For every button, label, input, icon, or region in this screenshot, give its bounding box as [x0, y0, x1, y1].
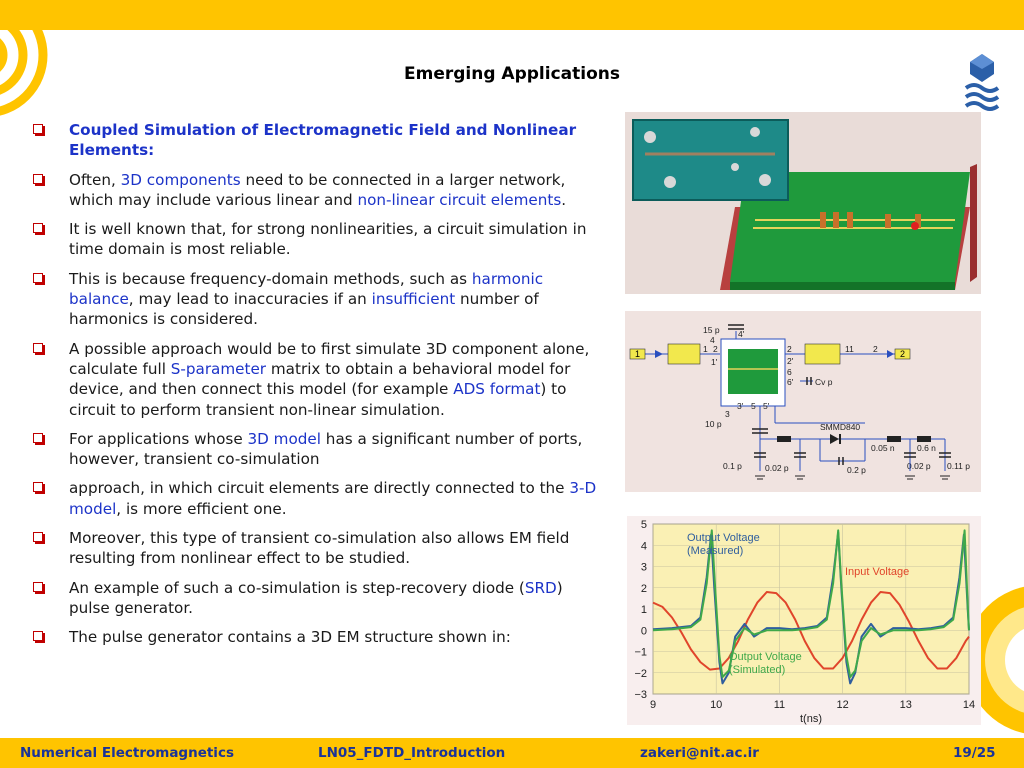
highlighted-term: 3D components [120, 170, 241, 189]
y-tick-label: 1 [640, 604, 647, 616]
footer-bar [0, 738, 1024, 768]
bullet-text: approach, in which circuit elements are directly connected to the [69, 479, 570, 498]
y-tick-label: 2 [640, 582, 647, 595]
bullet-text: A possible approach would be to first simulate 3D component alone, calculate full [69, 339, 590, 378]
slide-title: Emerging Applications [404, 64, 620, 84]
x-tick-label: 13 [899, 699, 912, 711]
chart-annotation: Input Voltage [845, 566, 910, 578]
port-in-label: 1 [635, 349, 641, 359]
block-out-pin-11: 11 [845, 344, 854, 354]
chart-annotation: Output Voltage (Simulated) [729, 651, 802, 676]
bullet-text: , may lead to inaccuracies if an [128, 290, 372, 309]
y-tick-label: 5 [640, 519, 647, 531]
bullet-marker-icon [33, 174, 43, 184]
bullet-item [30, 578, 605, 619]
model-pin-1p: 1' [711, 357, 718, 367]
model-pin-5: 5 [751, 401, 756, 411]
bullet-marker-icon [33, 343, 43, 353]
bullet-text: This is because frequency-domain methods, such as [69, 269, 472, 288]
bullet-marker-icon [33, 482, 43, 492]
bullet-marker-icon [33, 433, 43, 443]
highlighted-term: 3D model [247, 429, 321, 448]
bullet-item [30, 219, 605, 260]
bullet-item [30, 478, 605, 519]
diode-label: SMMD840 [820, 422, 861, 432]
highlighted-term: 3-D model [69, 479, 597, 518]
bullet-text: The pulse generator contains a 3D EM structure shown in: [69, 628, 511, 647]
figure-circuit-schematic [625, 311, 981, 492]
bullet-text: It is well known that, for strong nonlinearities, a circuit simulation in time domain is most reliable. [69, 220, 587, 259]
figure-3d-structure [625, 112, 981, 294]
x-tick-label: 11 [773, 699, 786, 711]
y-tick-label: −2 [634, 667, 647, 680]
y-tick-label: −3 [634, 689, 647, 701]
cap-label-2: 0.02 p [765, 463, 789, 473]
footer-course: Numerical Electromagnetics [20, 745, 234, 761]
bullet-marker-icon [33, 223, 43, 233]
model-pin-4p: 4' [738, 329, 745, 339]
bullet-text: , is more efficient one. [116, 499, 287, 518]
y-tick-label: 4 [640, 540, 647, 553]
y-tick-label: 3 [640, 561, 647, 574]
bullet-item [30, 627, 605, 647]
highlighted-term: insufficient [371, 290, 456, 309]
footer-email: zakeri@nit.ac.ir [640, 745, 759, 761]
model-pin-2: 2 [787, 344, 792, 354]
cap-left-label: 10 p [705, 419, 722, 429]
bullet-marker-icon [33, 273, 43, 283]
bullet-list [30, 120, 605, 657]
bullet-text: has a significant number of ports, however, transient co-simulation [69, 429, 583, 469]
bullet-item [30, 528, 605, 569]
x-tick-label: 14 [962, 699, 976, 711]
bullet-text: . [561, 190, 567, 209]
block-out-pin-2: 2 [873, 344, 878, 354]
x-axis-label: t(ns) [800, 713, 822, 725]
bullet-text: number of harmonics is considered. [69, 290, 539, 329]
bullet-text: Moreover, this type of transient co-simulation also allows EM field resulting from nonlinear effect to be studied. [69, 529, 570, 568]
highlighted-term: non-linear circuit elements [357, 190, 562, 209]
footer-lecture: LN05_FDTD_Introduction [318, 745, 506, 761]
model-pin-6p: 6' [787, 377, 794, 387]
bullet-text: Coupled Simulation of Electromagnetic Field and Nonlinear Elements: [69, 121, 577, 160]
x-tick-label: 9 [649, 699, 657, 711]
bullet-marker-icon [33, 532, 43, 542]
bullet-marker-icon [33, 582, 43, 592]
figure-voltage-chart [627, 516, 981, 725]
model-pin-2p: 2' [787, 356, 794, 366]
y-tick-label: 0 [640, 625, 647, 638]
bullet-item [30, 170, 605, 211]
x-tick-label: 12 [836, 699, 849, 711]
bullet-item [30, 339, 605, 420]
bullet-text: ) to circuit to perform transient non-linear simulation. [69, 380, 567, 419]
bullet-item [30, 429, 605, 470]
cap-label-1: 0.1 p [723, 461, 742, 471]
cap-label-5: 0.6 n [917, 443, 936, 453]
cap-label-4: 0.05 n [871, 443, 895, 453]
bullet-text: Often, [69, 170, 121, 189]
block-in-pin-1: 1 [703, 344, 708, 354]
chart-annotation: Output Voltage (Measured) [687, 532, 760, 557]
x-tick-label: 10 [710, 699, 723, 711]
bullet-text: ) pulse generator. [69, 578, 563, 617]
bullet-marker-icon [33, 631, 43, 641]
highlighted-term: S-parameter [170, 359, 267, 378]
highlighted-term: harmonic balance [69, 269, 544, 309]
model-pin-5p: 5' [763, 401, 770, 411]
model-pin-3: 3 [725, 409, 730, 419]
bullet-text: need to be connected in a larger network, which may include various linear and [69, 170, 566, 209]
model-pin-3p: 3' [737, 401, 744, 411]
bullet-text: An example of such a co-simulation is step-recovery diode ( [69, 578, 525, 597]
cap-top-label: 15 p [703, 325, 720, 335]
bullet-text: For applications whose [69, 429, 248, 448]
model-pin-6: 6 [787, 367, 792, 377]
cap-label-3: 0.2 p [847, 465, 866, 475]
port-out-label: 2 [900, 349, 906, 359]
cap-label-7: 0.11 p [947, 461, 971, 471]
highlighted-term: SRD [524, 578, 557, 597]
bullet-text: matrix to obtain a behavioral model for device, and then connect this model (for example [69, 359, 571, 399]
y-tick-label: −1 [634, 646, 647, 659]
bullet-item [30, 269, 605, 330]
cap-label-6: 0.02 p [907, 461, 931, 471]
cap-cv-label: Cv p [815, 377, 833, 387]
model-pin-4: 4 [710, 335, 715, 345]
footer-page-number: 19/25 [953, 745, 996, 761]
bullet-heading [30, 120, 605, 161]
block-in-pin-2: 2 [713, 344, 718, 354]
highlighted-term: ADS format [453, 380, 541, 399]
bullet-marker-icon [33, 124, 43, 134]
